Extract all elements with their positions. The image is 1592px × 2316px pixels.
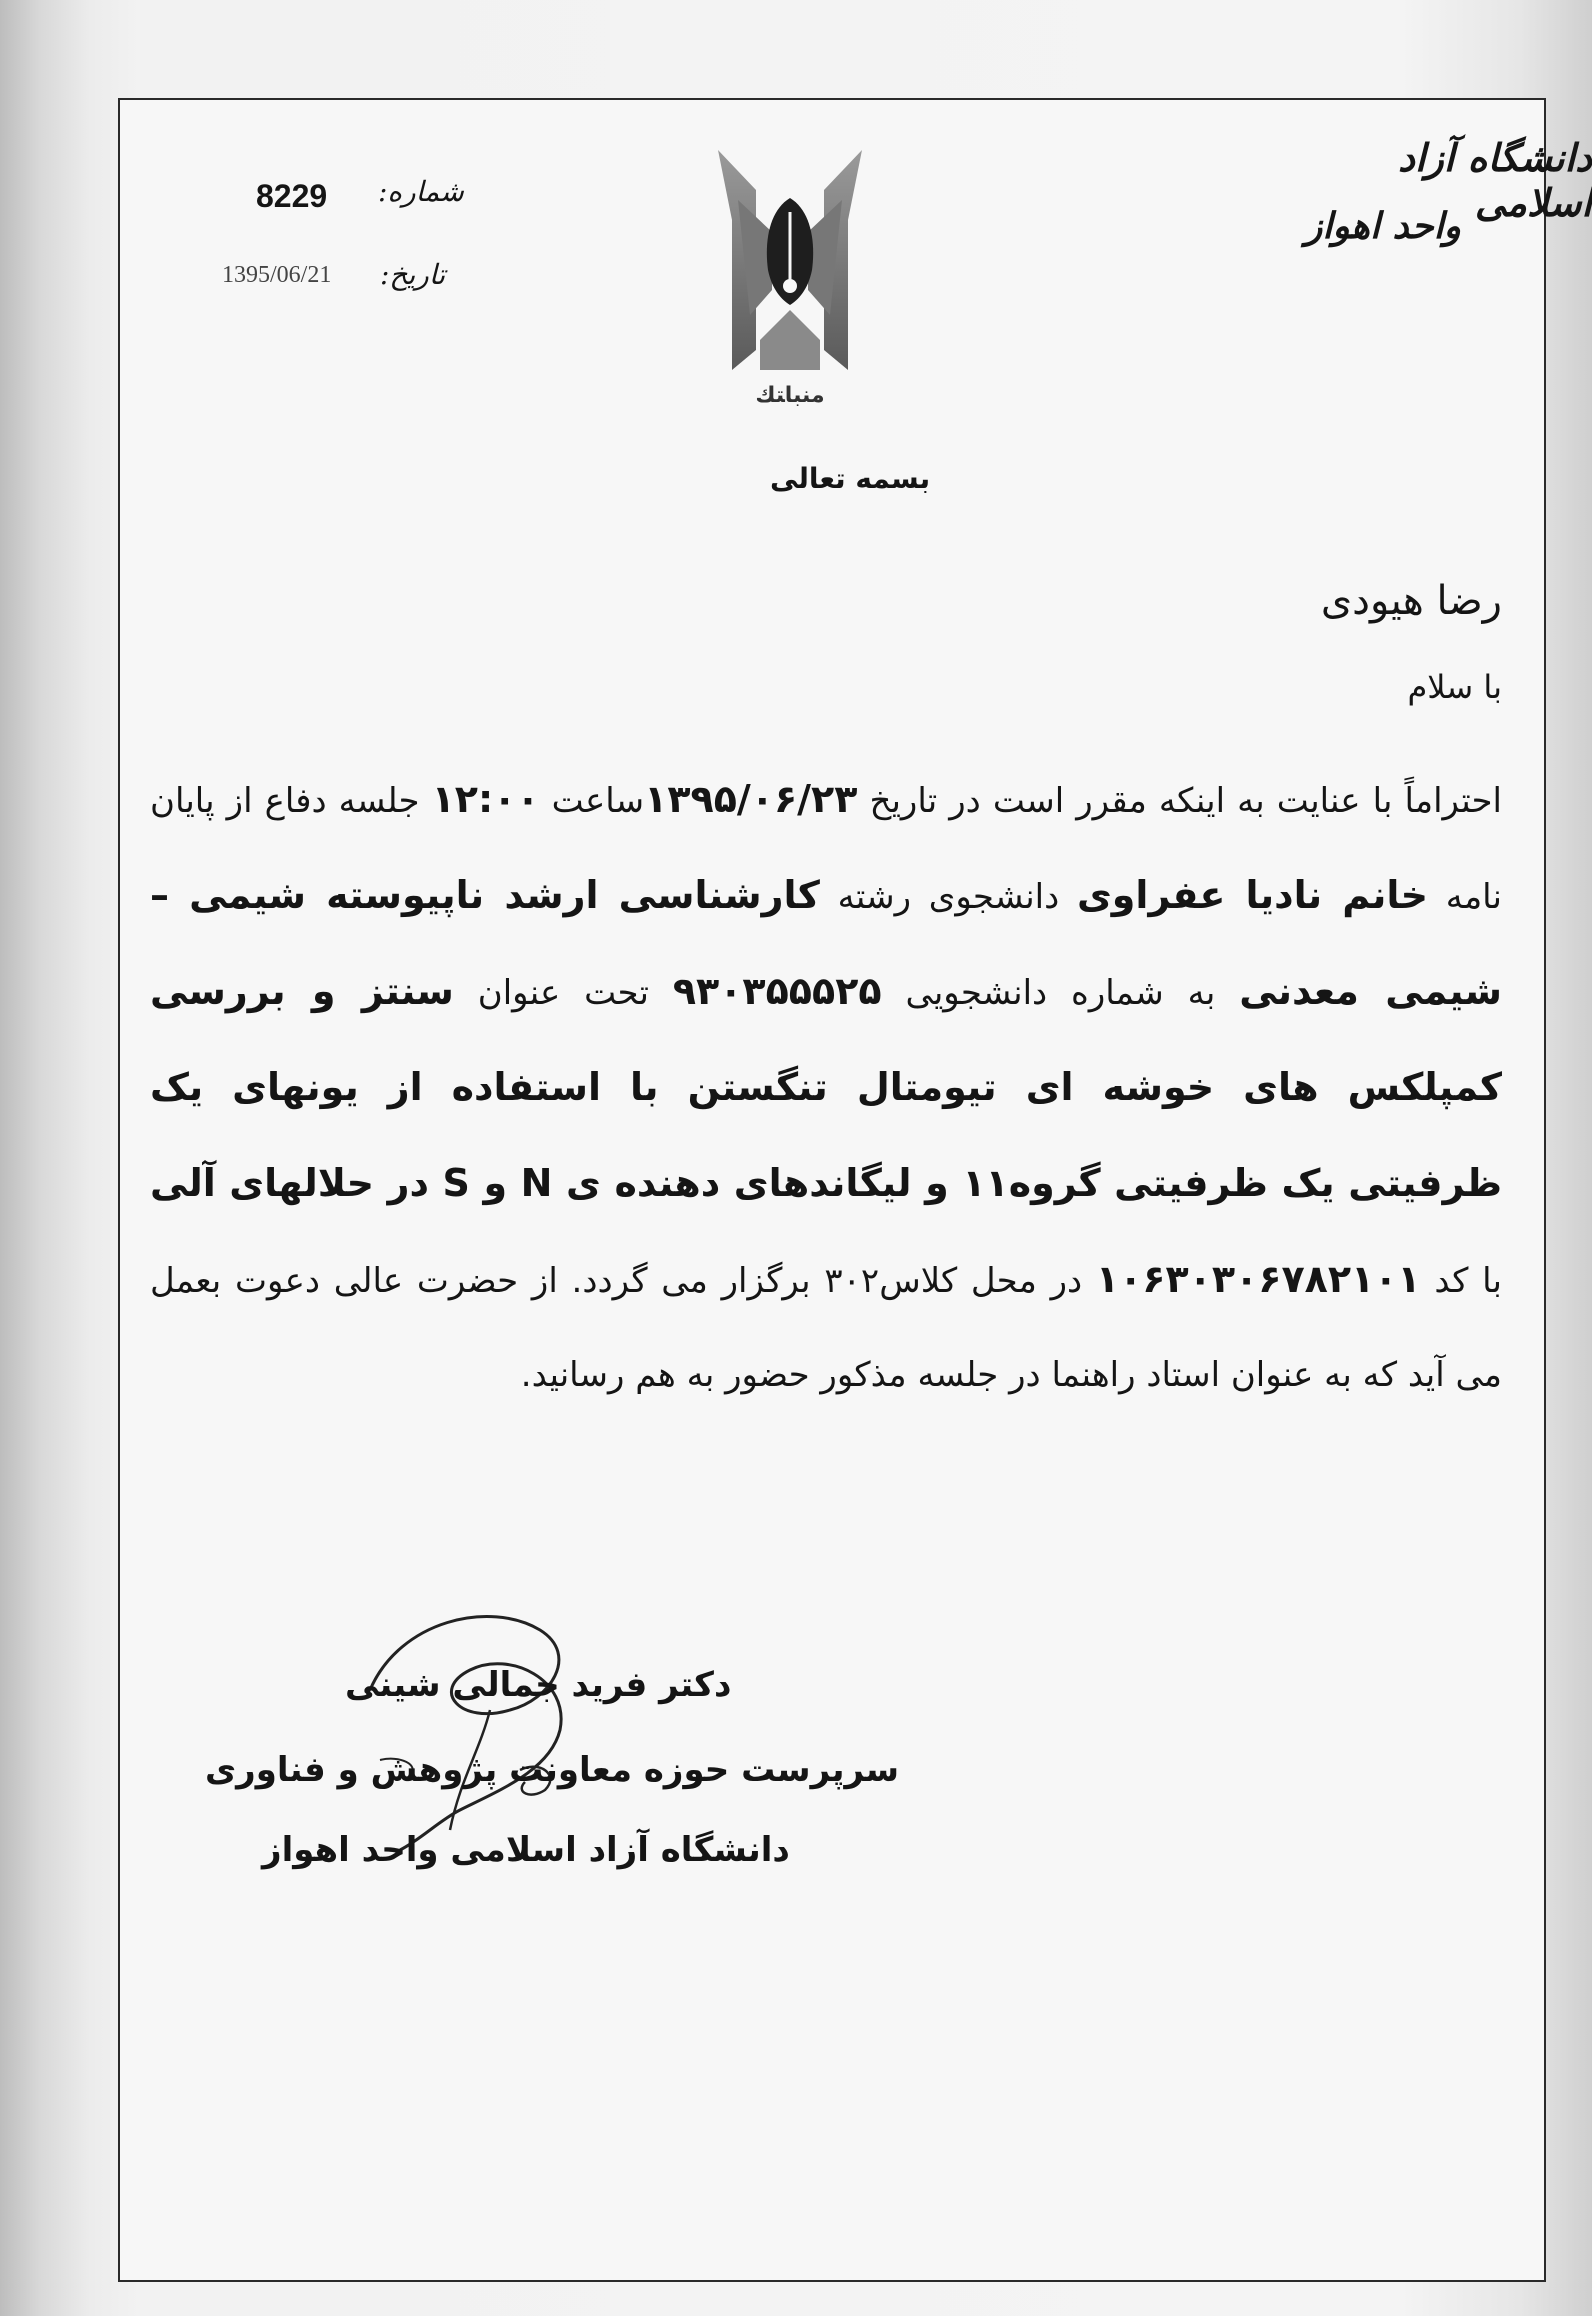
- body-text-part: ساعت: [539, 781, 645, 821]
- student-name: خانم نادیا عفراوی: [1076, 873, 1428, 917]
- body-text-part: به شماره دانشجویی: [881, 973, 1240, 1013]
- body-text-part: جلسه دفاع از پایان نامه: [150, 781, 1502, 917]
- letter-number-value: 8229: [256, 178, 328, 214]
- body-text-part: با کد: [1420, 1261, 1502, 1301]
- meeting-time: ۱۲:۰۰: [431, 777, 540, 821]
- meeting-date: ۱۳۹۵/۰۶/۲۳: [644, 777, 858, 821]
- recipient-name: رضا هیودی: [1320, 578, 1502, 624]
- branch-name: واحد اهواز: [1305, 205, 1462, 247]
- student-id: ۹۳۰۳۵۵۵۲۵: [672, 969, 882, 1013]
- thesis-code: ۱۰۶۳۰۳۰۶۷۸۲۱۰۱: [1095, 1257, 1421, 1301]
- body-text-part: دانشجوی رشته: [819, 877, 1077, 917]
- letter-date-value: 1395/06/21: [222, 262, 332, 288]
- letter-number-label: شماره:: [378, 175, 464, 208]
- greeting: با سلام: [1407, 668, 1502, 706]
- university-logo-icon: [710, 140, 870, 430]
- handwritten-signature: [340, 1560, 670, 1860]
- signatory-organization: دانشگاه آزاد اسلامی واحد اهواز: [262, 1830, 790, 1870]
- body-text-part: تحت عنوان: [453, 973, 673, 1013]
- university-name: دانشگاه آزاد اسلامی: [1397, 135, 1592, 225]
- thesis-title: سنتز و بررسی کمپلکس های خوشه ای تیومتال تنگستن با استفاده از یونهای یک ظرفیتی یک ظرفیتی گروه۱۱ و لیگاندهای دهنده ی N و S در حلالهای آلی: [150, 969, 1502, 1205]
- body-text-part: احتراماً با عنایت به اینکه مقرر است در تاریخ: [857, 781, 1502, 821]
- field-of-study: کارشناسی ارشد ناپیوسته شیمی – شیمی معدنی: [150, 873, 1502, 1013]
- letter-body: [150, 752, 1502, 1422]
- basmala-heading: بسمه تعالی: [770, 462, 931, 495]
- signatory-title: سرپرست حوزه معاونت پژوهش و فناوری: [205, 1750, 900, 1790]
- svg-text:ﻣﻨﺒﺎﺘﻚ: ﻣﻨﺒﺎﺘﻚ: [755, 383, 825, 408]
- letter-date-label: تاریخ:: [380, 258, 446, 291]
- signatory-name: دکتر فرید جمالی شینی: [345, 1665, 732, 1705]
- body-text-part: در محل کلاس۳۰۲ برگزار می گردد. از حضرت عالی دعوت بعمل می آید که به عنوان استاد راهنما در جلسه مذکور حضور به هم رسانید.: [150, 1261, 1502, 1395]
